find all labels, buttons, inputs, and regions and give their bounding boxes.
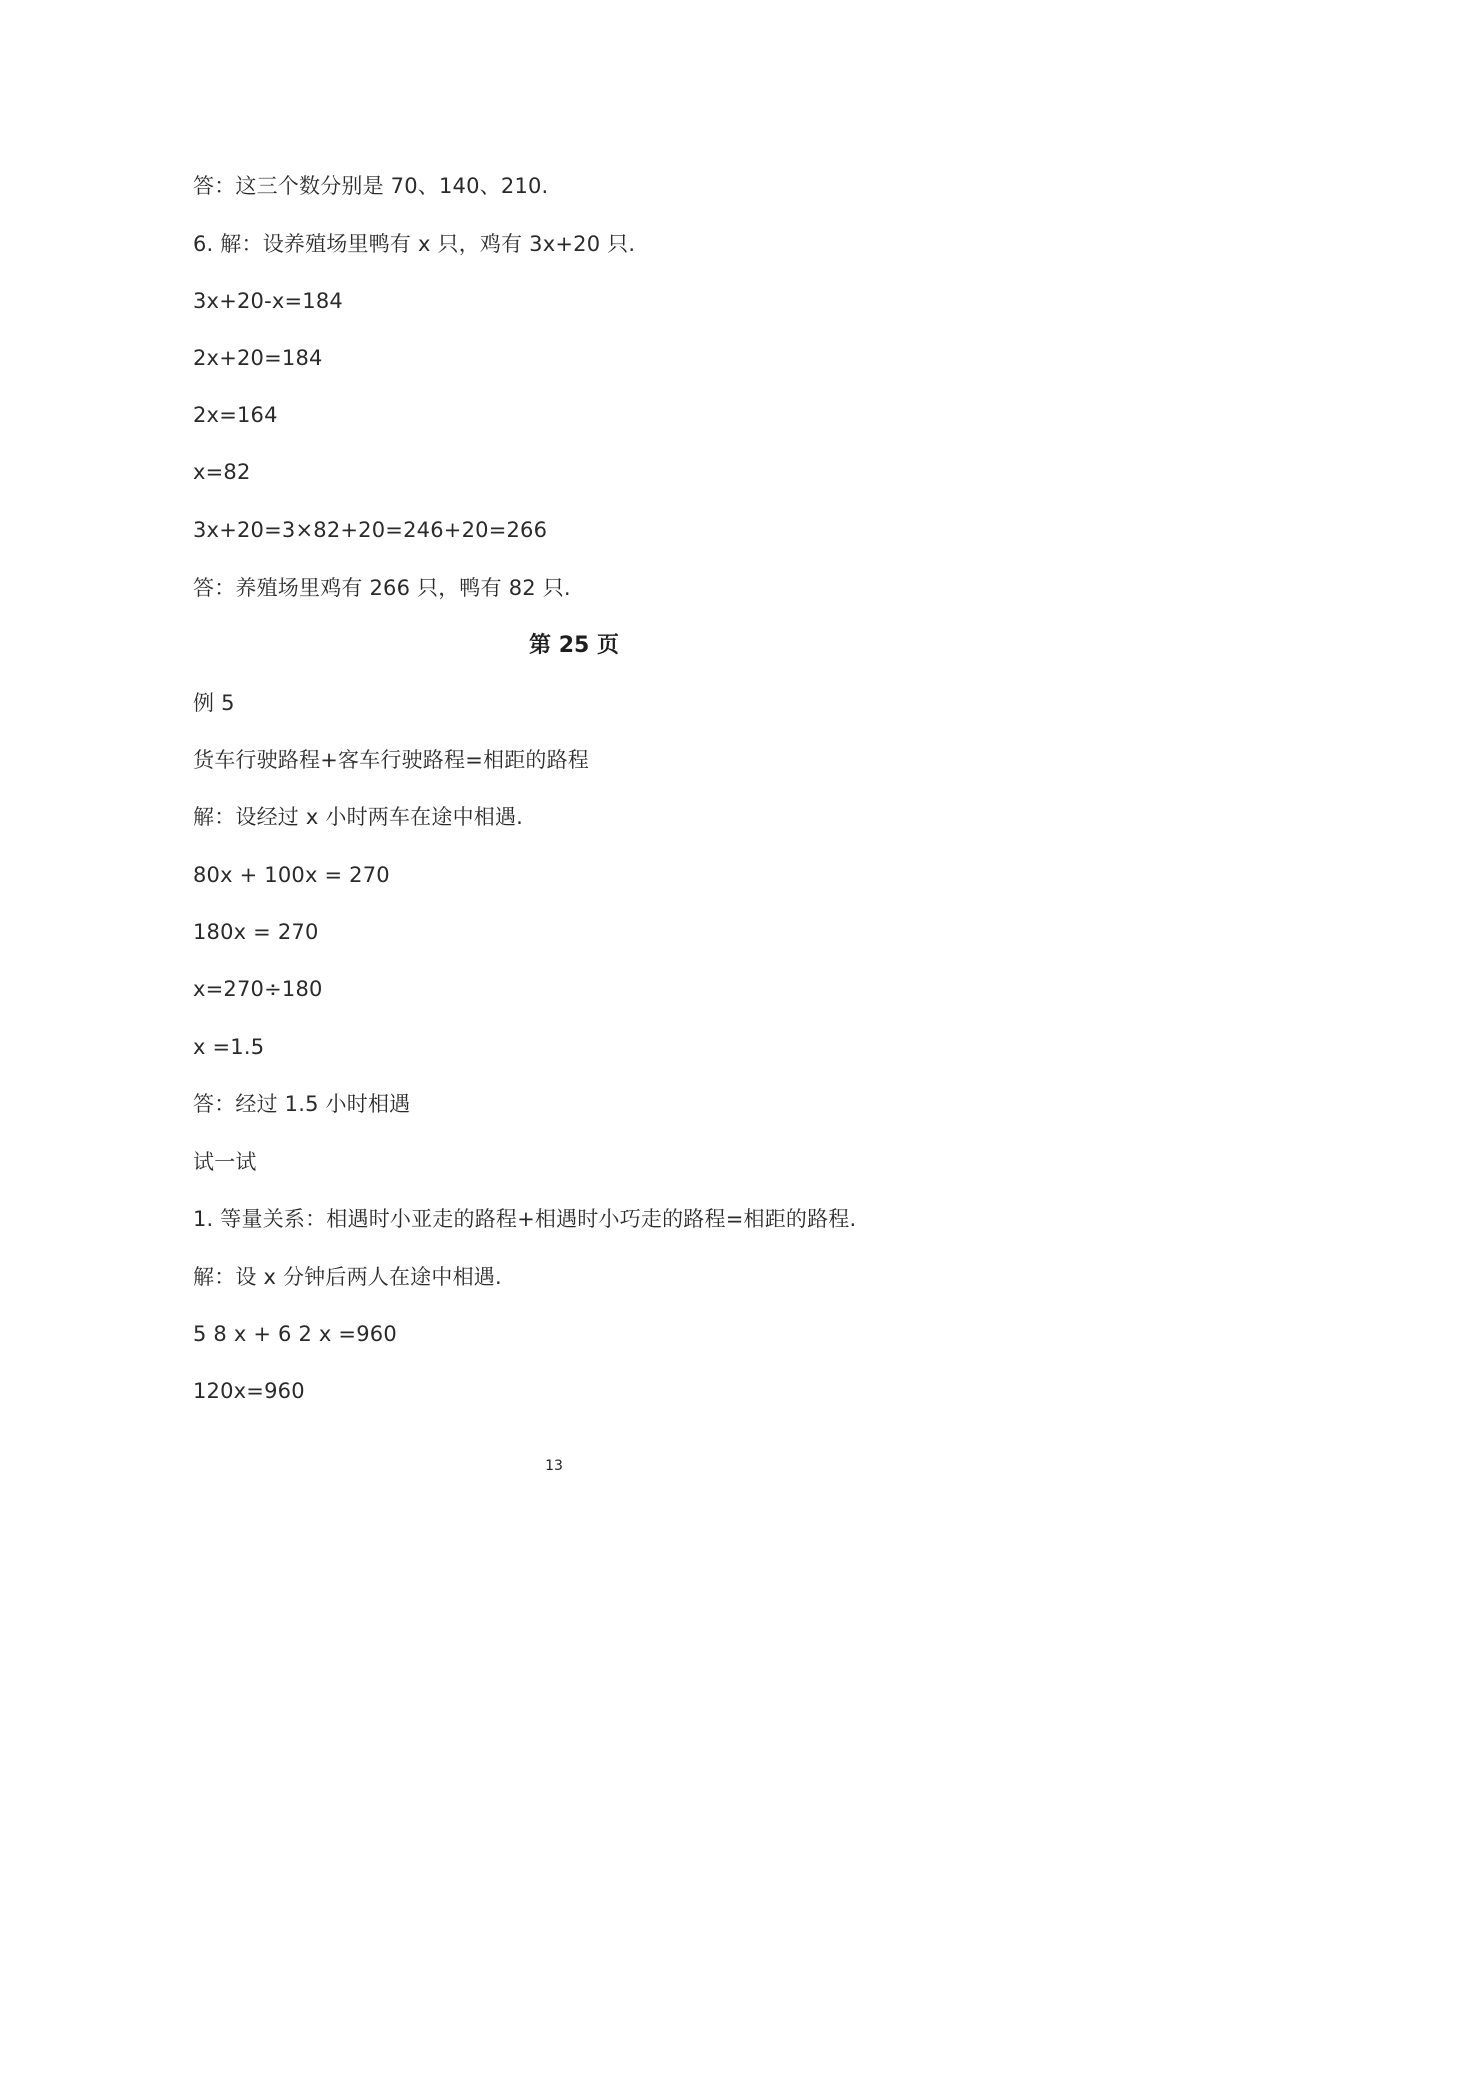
equation-line: 2x+20=184 bbox=[193, 346, 323, 370]
solution-setup-line: 解：设经过 x 小时两车在途中相遇. bbox=[193, 805, 524, 829]
equation-line: x =1.5 bbox=[193, 1035, 265, 1059]
relationship-line: 货车行驶路程+客车行驶路程=相距的路程 bbox=[193, 748, 589, 772]
equation-line: 80x + 100x = 270 bbox=[193, 863, 390, 887]
example-label: 例 5 bbox=[193, 691, 235, 715]
equation-line: 3x+20-x=184 bbox=[193, 289, 343, 313]
solution-setup-line: 解：设 x 分钟后两人在途中相遇. bbox=[193, 1265, 502, 1289]
section-heading-page-25: 第 25 页 bbox=[529, 633, 619, 658]
equivalence-relation-line: 1. 等量关系：相遇时小亚走的路程+相遇时小巧走的路程=相距的路程. bbox=[193, 1207, 857, 1231]
answer-line-chickens-ducks: 答：养殖场里鸡有 266 只，鸭有 82 只. bbox=[193, 576, 571, 600]
answer-line-meeting-time: 答：经过 1.5 小时相遇 bbox=[193, 1092, 411, 1116]
equation-line: 2x=164 bbox=[193, 403, 278, 427]
page-number: 13 bbox=[545, 1458, 563, 1474]
equation-line: x=270÷180 bbox=[193, 977, 323, 1001]
answer-line-three-numbers: 答：这三个数分别是 70、140、210. bbox=[193, 174, 549, 198]
problem-6-setup-line: 6. 解：设养殖场里鸭有 x 只，鸡有 3x+20 只. bbox=[193, 232, 636, 256]
equation-line: 3x+20=3×82+20=246+20=266 bbox=[193, 518, 548, 542]
equation-line: 120x=960 bbox=[193, 1379, 305, 1403]
equation-line: 5 8 x + 6 2 x =960 bbox=[193, 1322, 397, 1346]
equation-line: 180x = 270 bbox=[193, 920, 319, 944]
try-it-label: 试一试 bbox=[193, 1150, 257, 1174]
equation-line: x=82 bbox=[193, 460, 251, 484]
